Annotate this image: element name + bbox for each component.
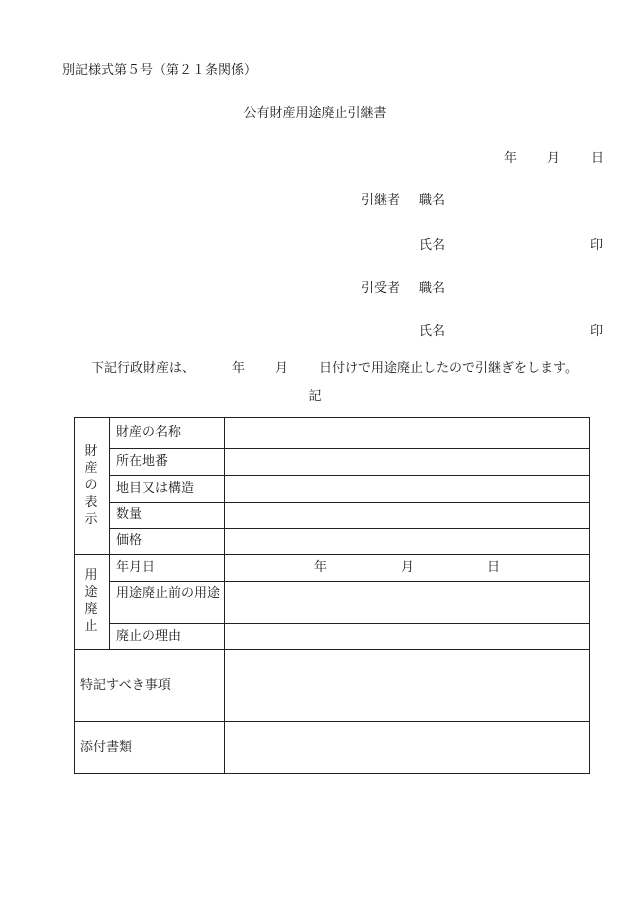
disuse-date-day: 日 bbox=[487, 560, 501, 575]
statement-text-start: 下記行政財産は、 bbox=[91, 361, 196, 376]
table-border-right bbox=[589, 417, 590, 774]
special-notes-label: 特記すべき事項 bbox=[80, 678, 171, 693]
row-divider bbox=[109, 581, 590, 582]
ki-heading: 記 bbox=[308, 389, 322, 404]
row-divider bbox=[74, 554, 590, 555]
statement-month-label: 月 bbox=[275, 361, 289, 376]
property-display-group-label: 財 産 の 表 示 bbox=[84, 444, 98, 527]
form-number: 別記様式第５号（第２１条関係） bbox=[62, 63, 258, 78]
row-divider bbox=[74, 649, 590, 650]
column-divider bbox=[109, 417, 110, 650]
disuse-date-label: 年月日 bbox=[116, 560, 156, 575]
date-day-label: 日 bbox=[591, 151, 605, 166]
table-border-bottom bbox=[74, 773, 590, 774]
handover-name-label: 氏名 bbox=[419, 238, 446, 253]
receiver-seal-mark: 印 bbox=[590, 324, 604, 339]
price-label: 価格 bbox=[116, 533, 143, 548]
use-disuse-group-label: 用 途 廃 止 bbox=[84, 568, 98, 634]
land-category-structure-label: 地目又は構造 bbox=[116, 481, 195, 496]
row-divider bbox=[109, 502, 590, 503]
property-name-label: 財産の名称 bbox=[116, 425, 182, 440]
date-year-label: 年 bbox=[504, 151, 518, 166]
disuse-date-year: 年 bbox=[314, 560, 328, 575]
receiver-name-label: 氏名 bbox=[419, 324, 446, 339]
prior-use-label: 用途廃止前の用途 bbox=[116, 586, 221, 601]
property-table bbox=[74, 417, 590, 774]
table-border-top bbox=[74, 417, 590, 418]
quantity-label: 数量 bbox=[116, 507, 143, 522]
handover-person-label: 引継者 bbox=[361, 193, 401, 208]
receiver-person-label: 引受者 bbox=[361, 281, 401, 296]
disuse-reason-label: 廃止の理由 bbox=[116, 629, 182, 644]
row-divider bbox=[109, 475, 590, 476]
receiver-title-label: 職名 bbox=[419, 281, 446, 296]
row-divider bbox=[74, 721, 590, 722]
row-divider bbox=[109, 528, 590, 529]
handover-title-label: 職名 bbox=[419, 193, 446, 208]
statement-text-end: 日付けで用途廃止したので引継ぎをします。 bbox=[319, 361, 578, 376]
table-border-left bbox=[74, 417, 75, 774]
row-divider bbox=[109, 448, 590, 449]
document-title: 公有財産用途廃止引継書 bbox=[243, 106, 387, 121]
row-divider bbox=[109, 623, 590, 624]
disuse-date-month: 月 bbox=[401, 560, 415, 575]
location-label: 所在地番 bbox=[116, 454, 169, 469]
statement-year-label: 年 bbox=[232, 361, 246, 376]
date-month-label: 月 bbox=[547, 151, 561, 166]
attachments-label: 添付書類 bbox=[80, 740, 133, 755]
column-divider bbox=[224, 417, 225, 774]
handover-seal-mark: 印 bbox=[590, 238, 604, 253]
